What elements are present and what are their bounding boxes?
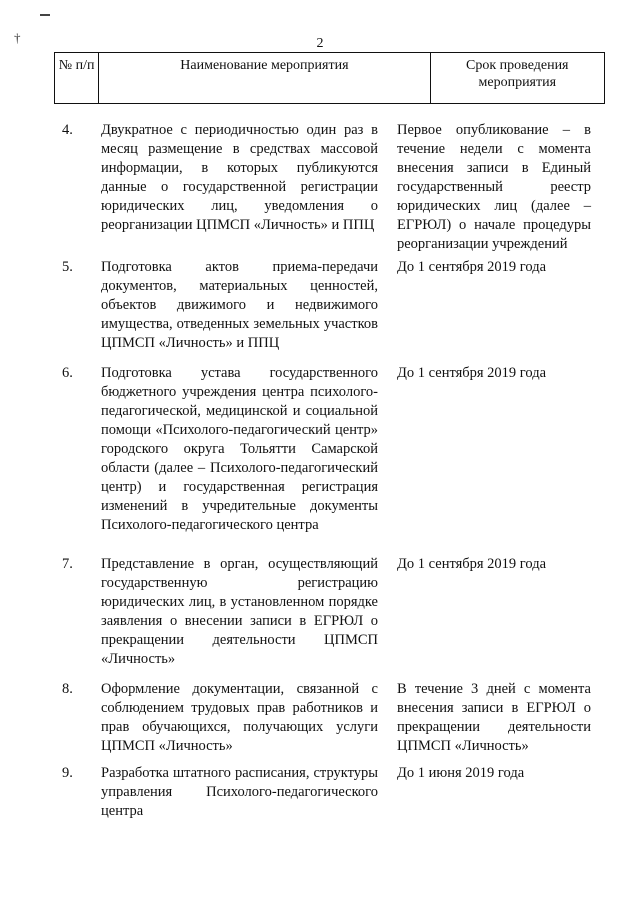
header-term-cell: Срок проведения мероприятия xyxy=(430,53,604,104)
row-activity: Разработка штатного расписания, структуры управления Психолого-педагогического центра xyxy=(101,765,378,819)
header-name-cell: Наименование мероприятия xyxy=(99,53,430,104)
row-term: До 1 сентября 2019 года xyxy=(397,259,547,275)
header-number-cell: № п/п xyxy=(55,53,99,104)
row-number: 5. xyxy=(62,259,73,275)
row-activity: Представление в орган, осуществляющий государственную регистрацию юридических лиц, в установленном порядке заявления о внесении записи в ЕГРЮЛ о прекращении деятельности ЦПМСП «Личность» xyxy=(101,556,378,667)
page-number: 2 xyxy=(316,36,324,51)
row-activity: Подготовка устава государственного бюджетного учреждения центра психолого-педагогической, медицинской и социальной помощи «Психолого-педагогический центр» городского округа Тольятти Самарской области (далее – Психолого-педагогический центр) и государственная регистрация изменений в учредительные документы Психолого-педагогического центра xyxy=(101,365,378,533)
row-term: Первое опубликование – в течение недели с момента внесения записи в Единый государственный реестр юридических лиц (далее – ЕГРЮЛ) о начале процедуры реорганизации учреждений xyxy=(397,122,591,252)
row-activity: Оформление документации, связанной с соблюдением трудовых прав работников и прав обучающихся, получающих услуги ЦПМСП «Личность» xyxy=(101,681,378,754)
row-number: 6. xyxy=(62,365,73,381)
row-number: 7. xyxy=(62,556,73,572)
row-number: 9. xyxy=(62,765,73,781)
row-activity: Двукратное с периодичностью один раз в месяц размещение в средствах массовой информации, в которых публикуются данные о государственной регистрации юридических лиц, уведомления о реорганизации ЦПМСП «Личность» и ППЦ xyxy=(101,122,378,233)
row-activity: Подготовка актов приема-передачи документов, материальных ценностей, объектов движимого и недвижимого имущества, отведенных земельных участков ЦПМСП «Личность» и ППЦ xyxy=(101,259,378,351)
row-term: До 1 июня 2019 года xyxy=(397,765,525,781)
row-number: 4. xyxy=(62,122,73,138)
row-term: До 1 сентября 2019 года xyxy=(397,365,547,381)
row-term: До 1 сентября 2019 года xyxy=(397,556,547,572)
row-number: 8. xyxy=(62,681,73,697)
margin-mark: † xyxy=(14,30,21,45)
table-header xyxy=(54,52,605,104)
row-term: В течение 3 дней с момента внесения записи в ЕГРЮЛ о прекращении деятельности ЦПМСП «Личность» xyxy=(397,681,591,754)
scan-mark-dash xyxy=(40,14,50,16)
